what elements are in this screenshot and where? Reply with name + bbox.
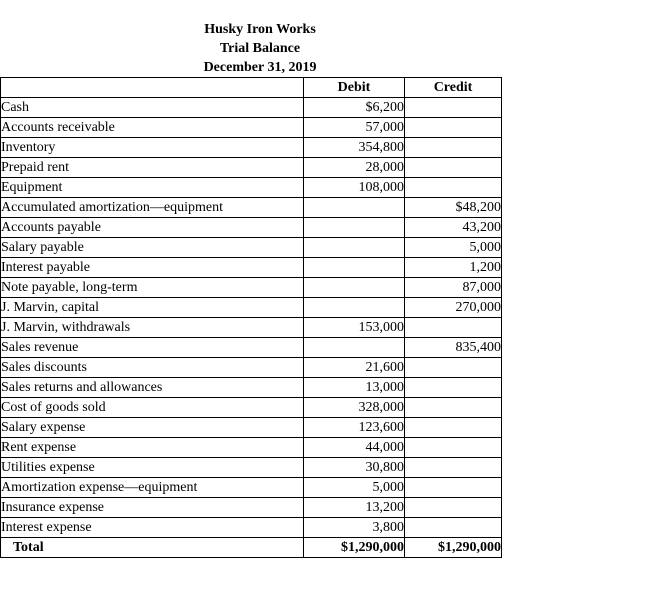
- table-row: [1, 318, 502, 338]
- table-row: [1, 498, 502, 518]
- debit-amount: 153,000: [304, 318, 405, 338]
- account-name: Sales returns and allowances: [1, 378, 304, 398]
- debit-amount: 5,000: [304, 478, 405, 498]
- table-row: [1, 98, 502, 118]
- account-name: J. Marvin, withdrawals: [1, 318, 304, 338]
- report-date: December 31, 2019: [203, 60, 317, 75]
- table-row: [1, 338, 502, 358]
- credit-amount: [405, 478, 502, 498]
- table-row: [1, 258, 502, 278]
- table-row: [1, 238, 502, 258]
- table-row: [1, 478, 502, 498]
- account-name: Salary payable: [1, 238, 304, 258]
- table-row: [1, 458, 502, 478]
- debit-column-header: Debit: [304, 78, 405, 98]
- account-name: Cost of goods sold: [1, 398, 304, 418]
- table-row: [1, 418, 502, 438]
- debit-amount: [304, 218, 405, 238]
- total-label: Total: [1, 538, 304, 558]
- account-name: J. Marvin, capital: [1, 298, 304, 318]
- account-name: Interest expense: [1, 518, 304, 538]
- credit-amount: [405, 138, 502, 158]
- account-name: Salary expense: [1, 418, 304, 438]
- debit-amount: [304, 258, 405, 278]
- credit-amount: [405, 158, 502, 178]
- credit-amount: 270,000: [405, 298, 502, 318]
- credit-amount: [405, 498, 502, 518]
- debit-amount: 123,600: [304, 418, 405, 438]
- debit-amount: 30,800: [304, 458, 405, 478]
- debit-amount: [304, 238, 405, 258]
- credit-amount: 87,000: [405, 278, 502, 298]
- credit-amount: [405, 398, 502, 418]
- credit-amount: [405, 378, 502, 398]
- debit-amount: 354,800: [304, 138, 405, 158]
- account-name: Sales discounts: [1, 358, 304, 378]
- credit-amount: 835,400: [405, 338, 502, 358]
- report-header: [160, 20, 360, 77]
- table-row: [1, 438, 502, 458]
- table-row: [1, 198, 502, 218]
- debit-amount: [304, 198, 405, 218]
- account-name: Prepaid rent: [1, 158, 304, 178]
- credit-amount: 5,000: [405, 238, 502, 258]
- account-name: Accumulated amortization—equipment: [1, 198, 304, 218]
- account-name: Interest payable: [1, 258, 304, 278]
- table-row: [1, 218, 502, 238]
- credit-column-header: Credit: [405, 78, 502, 98]
- credit-amount: [405, 178, 502, 198]
- debit-amount: $6,200: [304, 98, 405, 118]
- account-name: Note payable, long-term: [1, 278, 304, 298]
- debit-amount: 21,600: [304, 358, 405, 378]
- company-name: Husky Iron Works: [204, 22, 316, 37]
- column-header-row: [1, 78, 502, 98]
- account-name: Rent expense: [1, 438, 304, 458]
- account-name: Cash: [1, 98, 304, 118]
- account-name: Utilities expense: [1, 458, 304, 478]
- account-name: Accounts payable: [1, 218, 304, 238]
- trial-balance-table: [0, 77, 502, 558]
- debit-amount: 57,000: [304, 118, 405, 138]
- credit-amount: [405, 98, 502, 118]
- debit-amount: [304, 278, 405, 298]
- table-row: [1, 138, 502, 158]
- account-name: Amortization expense—equipment: [1, 478, 304, 498]
- table-row: [1, 298, 502, 318]
- report-title: Trial Balance: [219, 41, 301, 56]
- account-name: Equipment: [1, 178, 304, 198]
- debit-amount: [304, 338, 405, 358]
- credit-amount: 43,200: [405, 218, 502, 238]
- debit-amount: [304, 298, 405, 318]
- debit-amount: 13,000: [304, 378, 405, 398]
- total-row: [1, 538, 502, 558]
- credit-amount: [405, 318, 502, 338]
- credit-amount: $48,200: [405, 198, 502, 218]
- debit-amount: 3,800: [304, 518, 405, 538]
- debit-amount: 28,000: [304, 158, 405, 178]
- account-name: Insurance expense: [1, 498, 304, 518]
- table-row: [1, 358, 502, 378]
- credit-amount: [405, 518, 502, 538]
- debit-amount: 108,000: [304, 178, 405, 198]
- table-row: [1, 178, 502, 198]
- debit-amount: 328,000: [304, 398, 405, 418]
- credit-amount: [405, 418, 502, 438]
- total-debit: $1,290,000: [304, 538, 405, 558]
- account-name: Inventory: [1, 138, 304, 158]
- credit-amount: [405, 458, 502, 478]
- credit-amount: [405, 358, 502, 378]
- table-row: [1, 518, 502, 538]
- credit-amount: 1,200: [405, 258, 502, 278]
- table-row: [1, 378, 502, 398]
- account-name: Sales revenue: [1, 338, 304, 358]
- table-row: [1, 158, 502, 178]
- credit-amount: [405, 438, 502, 458]
- table-row: [1, 278, 502, 298]
- account-name: Accounts receivable: [1, 118, 304, 138]
- total-credit: $1,290,000: [405, 538, 502, 558]
- debit-amount: 13,200: [304, 498, 405, 518]
- table-row: [1, 118, 502, 138]
- header-blank-cell: [1, 78, 304, 98]
- debit-amount: 44,000: [304, 438, 405, 458]
- table-row: [1, 398, 502, 418]
- credit-amount: [405, 118, 502, 138]
